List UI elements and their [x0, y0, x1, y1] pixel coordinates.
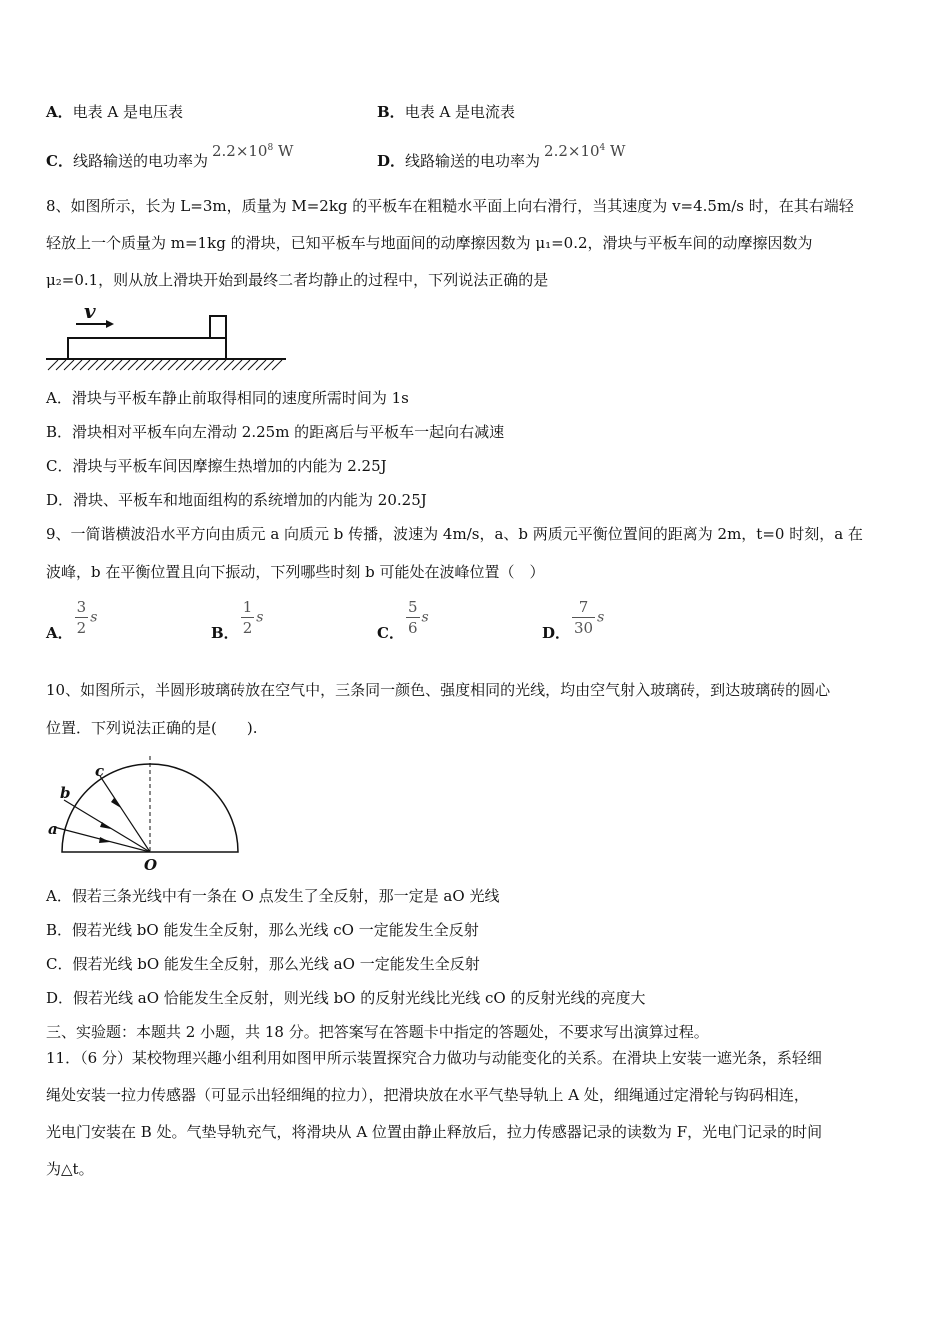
q9-d-unit: s — [597, 609, 605, 626]
q7-option-a — [46, 102, 183, 122]
q8-option-c: C．滑块与平板车间因摩擦生热增加的内能为 2.25J — [46, 457, 387, 475]
q9-d-den: 30 — [574, 619, 594, 637]
velocity-arrow-head — [106, 320, 114, 328]
q7-c-unit: W — [273, 142, 294, 160]
q9-option-b-label: B． — [211, 623, 239, 642]
q7-option-c-value — [212, 142, 293, 160]
q8-option-b: B．滑块相对平板车向左滑动 2.25m 的距离后与平板车一起向右减速 — [46, 423, 505, 441]
q9-a-unit: s — [90, 609, 98, 626]
q10-option-a: A．假若三条光线中有一条在 O 点发生了全反射，那一定是 aO 光线 — [46, 887, 500, 905]
q9-c-unit: s — [421, 609, 429, 626]
q7-option-c-label: C． — [46, 152, 73, 170]
q8-stem-line2: 轻放上一个质量为 m=1kg 的滑块，已知平板车与地面间的动摩擦因数为 μ₁=0.2，滑块与平板车间的动摩擦因数为 — [46, 234, 813, 252]
ray-a-arrow — [99, 837, 110, 843]
q7-option-d-label: D． — [377, 152, 406, 170]
q10-option-d: D．假若光线 aO 恰能发生全反射，则光线 bO 的反射光线比光线 cO 的反射光线的亮度大 — [46, 989, 646, 1007]
q8-option-d: D．滑块、平板车和地面组构的系统增加的内能为 20.25J — [46, 491, 427, 509]
q10-option-b: B．假若光线 bO 能发生全反射，那么光线 cO 一定能发生全反射 — [46, 921, 479, 939]
q9-option-a-label: A． — [46, 623, 73, 642]
q9-a-den: 2 — [76, 619, 87, 637]
label-a: a — [48, 820, 58, 838]
q9-b-num: 1 — [242, 598, 253, 616]
q7-option-b-text: 电表 A 是电流表 — [404, 103, 516, 121]
q9-b-den: 2 — [242, 619, 253, 637]
velocity-label: v — [84, 299, 96, 323]
q7-c-exp: 8 — [267, 143, 274, 153]
ground-hatch — [48, 360, 282, 370]
q11-stem-line3: 光电门安装在 B 处。气垫导轨充气，将滑块从 A 位置由静止释放后，拉力传感器记录的读数为 F，光电门记录的时间 — [46, 1123, 823, 1141]
q7-option-c-text: 线路输送的电功率为 — [72, 152, 208, 170]
q9-c-num: 5 — [407, 598, 418, 616]
q8-option-a: A．滑块与平板车静止前取得相同的速度所需时间为 1s — [46, 389, 409, 407]
slider-block — [210, 316, 226, 338]
q9-option-a-fraction — [75, 597, 89, 638]
section3-title: 三、实验题：本题共 2 小题，共 18 分。把答案写在答题卡中指定的答题处，不要求写出演算过程。 — [46, 1023, 709, 1041]
q9-option-d — [542, 597, 605, 642]
q9-option-c — [377, 597, 429, 642]
label-c: c — [95, 762, 105, 780]
q10-figure-semicircle — [44, 752, 244, 874]
q9-option-b — [211, 597, 264, 642]
q9-stem-line1: 9、一简谐横波沿水平方向由质元 a 向质元 b 传播，波速为 4m/s，a、b 两质元平衡位置间的距离为 2m，t=0 时刻，a 在 — [46, 525, 863, 543]
q7-option-a-text: 电表 A 是电压表 — [72, 103, 184, 121]
label-o: O — [144, 856, 158, 874]
q11-stem-line1: 11．（6 分）某校物理兴趣小组利用如图甲所示装置探究合力做功与动能变化的关系。在滑块上安装一遮光条，系轻细 — [46, 1049, 822, 1067]
q7-option-a-label: A． — [46, 103, 73, 121]
q10-option-c: C．假若光线 bO 能发生全反射，那么光线 aO 一定能发生全反射 — [46, 955, 480, 973]
q9-c-den: 6 — [407, 619, 418, 637]
q10-stem-line1: 10、如图所示，半圆形玻璃砖放在空气中，三条同一颜色、强度相同的光线，均由空气射入玻璃砖，到达玻璃砖的圆心 — [46, 681, 831, 699]
q9-option-d-fraction — [572, 597, 595, 638]
q7-option-d-value — [544, 142, 625, 160]
q7-option-b — [377, 102, 515, 122]
label-b: b — [60, 784, 71, 802]
q9-option-d-label: D． — [542, 623, 571, 642]
q7-option-c — [46, 142, 294, 171]
q7-c-base: 2.2×10 — [211, 142, 268, 160]
q11-stem-line2: 绳处安装一拉力传感器（可显示出轻细绳的拉力），把滑块放在水平气垫导轨上 A 处，细绳通过定滑轮与钩码相连， — [46, 1086, 809, 1104]
q7-d-unit: W — [605, 142, 626, 160]
q8-stem-line1: 8、如图所示，长为 L=3m，质量为 M=2kg 的平板车在粗糙水平面上向右滑行，当其速度为 v=4.5m/s 时，在其右端轻 — [46, 197, 854, 215]
q8-stem-line3: μ₂=0.1，则从放上滑块开始到最终二者均静止的过程中，下列说法正确的是 — [46, 271, 549, 289]
q9-option-c-fraction — [406, 597, 420, 638]
q7-option-d — [377, 142, 626, 171]
q9-option-a — [46, 597, 98, 642]
q9-d-num: 7 — [572, 597, 595, 618]
q9-b-unit: s — [256, 609, 264, 626]
q9-option-b-fraction — [241, 597, 255, 638]
q7-d-base: 2.2×10 — [544, 142, 600, 160]
q8-figure-cart — [44, 298, 288, 378]
q7-option-d-text: 线路输送的电功率为 — [405, 152, 541, 170]
cart-board — [68, 338, 226, 359]
q9-stem-line2: 波峰，b 在平衡位置且向下振动，下列哪些时刻 b 可能处在波峰位置（ ） — [46, 563, 545, 581]
q7-d-exp: 4 — [599, 143, 606, 153]
ray-b-arrow — [100, 822, 111, 829]
q9-option-c-label: C． — [377, 623, 404, 642]
q7-option-b-label: B． — [377, 103, 405, 121]
q10-stem-line2: 位置．下列说法正确的是( ). — [46, 719, 258, 737]
q9-a-num: 3 — [76, 598, 87, 616]
q11-stem-line4: 为△t。 — [46, 1160, 94, 1178]
